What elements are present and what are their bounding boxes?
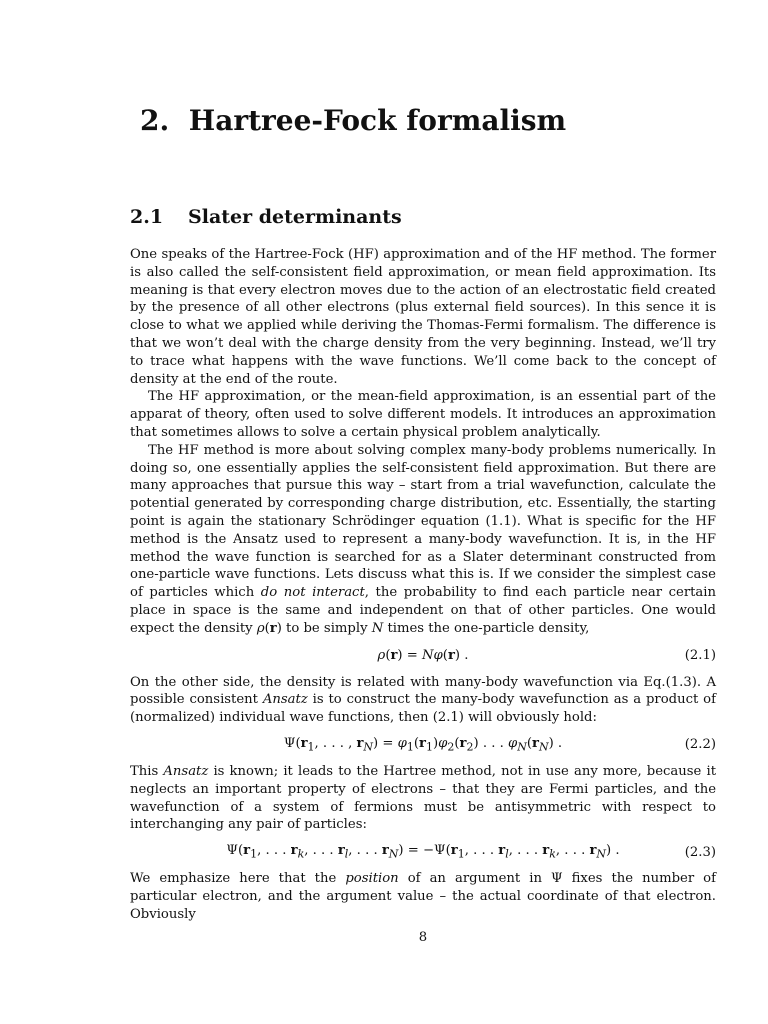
page-number: 8 xyxy=(418,930,428,945)
paragraph-5-part-a: This xyxy=(130,763,164,779)
equation-2-1-number: (2.1) xyxy=(684,648,716,664)
paragraph-5-part-b: is known; it leads to the Hartree method, not in use any more, because it neglects an important property of electrons – that they are Fermi particles, and the wavefunction of a system of fermions must be antisymmetric with respect to interchanging any pair of particles: xyxy=(130,763,716,833)
section-title xyxy=(130,206,402,228)
paragraph-3-part-b: , the probability to find each particle near certain place in space is the same and independent on that of other particles. One would expect the density xyxy=(130,585,716,636)
paragraph-3: The HF method is more about solving complex many-body problems numerically. In doing so, one essentially applies the self-consistent field approximation. But there are many approaches that pursue this way – start from a trial wavefunction, calculate the potential generated by corresponding charge distribution, etc. Essentially, the starting point is again the stationary Schrödinger equation (1.1). What is specific for the HF method is the Ansatz used to represent a many-body wavefunction. It is, in the HF method the wave function is searched for as a Slater determinant constructed from one-particle wave functions. Lets discuss what this is. If we consider the simplest case of particles which do not interact, the probability to find each particle near certain place in space is the same and independent on that of other particles. One would expect the density ρ(r) to be simply N times the one-particle density, xyxy=(130,442,716,636)
chapter-title-text: Hartree-Fock formalism xyxy=(188,104,567,137)
paragraph-2: The HF approximation, or the mean-field approximation, is an essential part of the apparat of theory, often used to solve different models. It introduces an approximation that sometimes allows to solve a certain physical problem analytically. xyxy=(130,389,716,440)
body-text xyxy=(130,246,716,924)
paragraph-3-part-c: to be simply xyxy=(281,620,372,636)
chapter-title xyxy=(140,104,566,137)
equation-2-3 xyxy=(130,834,716,870)
equation-2-2 xyxy=(130,727,716,763)
equation-2-3-body: $\Psi(r_1$, . . . $r_k$, . . . $r_l$, . . . $r_N) = -\Psi(r_1$, . . . $r_l$, . . . $r_k$, . . . $r_N$) . xyxy=(226,843,620,861)
paragraph-1: One speaks of the Hartree-Fock (HF) approximation and of the HF method. The former is also called the self-consistent field approximation, or mean field approximation. Its meaning is that every electron moves due to the action of an electrostatic field created by the presence of all other electrons (plus external field sources). In this sence it is close to what we applied while deriving the Thomas-Fermi formalism. The difference is that we won’t deal with the charge density from the very beginning. Instead, we’ll try to trace what happens with the wave functions. We’ll come back to the concept of density at the end of the route. xyxy=(130,247,716,387)
paragraph-3-part-a: The HF method is more about solving complex many-body problems numerically. In doing so, one essentially applies the self-consistent field approximation. But there are many approaches that pursue this way – start from a trial wavefunction, calculate the potential generated by corresponding charge distribution, etc. Essentially, the starting point is again the stationary Schrödinger equation (1.1). What is specific for the HF method is the Ansatz used to represent a many-body wavefunction. It is, in the HF method the wave function is searched for as a Slater determinant constructed from one-particle wave functions. Lets discuss what this is. If we consider the simplest case of particles which xyxy=(130,442,716,601)
paragraph-5-emphasis: Ansatz xyxy=(163,763,209,779)
equation-2-1 xyxy=(130,638,716,674)
paragraph-4-emphasis: Ansatz xyxy=(262,692,308,708)
paragraph-6-emphasis: position xyxy=(345,871,399,887)
chapter-number: 2. xyxy=(140,104,170,137)
paragraph-4-part-a: On the other side, the density is related with many-body wavefunction via Eq.(1.3). A possible consistent xyxy=(130,674,716,708)
paragraph-4 xyxy=(130,674,716,727)
paragraph-6-part-b: of an argument in Ψ fixes the number of particular electron, and the argument value – the actual coordinate of that electron. Obviously xyxy=(130,871,716,922)
paragraph-5 xyxy=(130,763,716,834)
section-number: 2.1 xyxy=(130,206,164,228)
equation-2-2-body: $\Psi(r_1$, . . . , $r_N) = \varphi_1(r_1)\varphi_2(r_2)$ . . . $\varphi_N(r_N)$ . xyxy=(283,736,563,754)
paragraph-3-part-d: times the one-particle density, xyxy=(383,620,590,636)
paragraph-4-part-b: is to construct the many-body wavefunction as a product of (normalized) individual wave functions, then (2.1) will obviously hold: xyxy=(130,692,716,726)
equation-2-2-number: (2.2) xyxy=(684,737,716,753)
paragraph-6 xyxy=(130,870,716,923)
equation-2-3-number: (2.3) xyxy=(684,844,716,860)
paragraph-3-emphasis: do not interact xyxy=(260,585,365,601)
paragraph-6-part-a: We emphasize here that the xyxy=(130,871,346,887)
section-title-text: Slater determinants xyxy=(188,206,402,228)
equation-2-1-body: ρ(r) = Nφ(r) . xyxy=(377,648,469,664)
